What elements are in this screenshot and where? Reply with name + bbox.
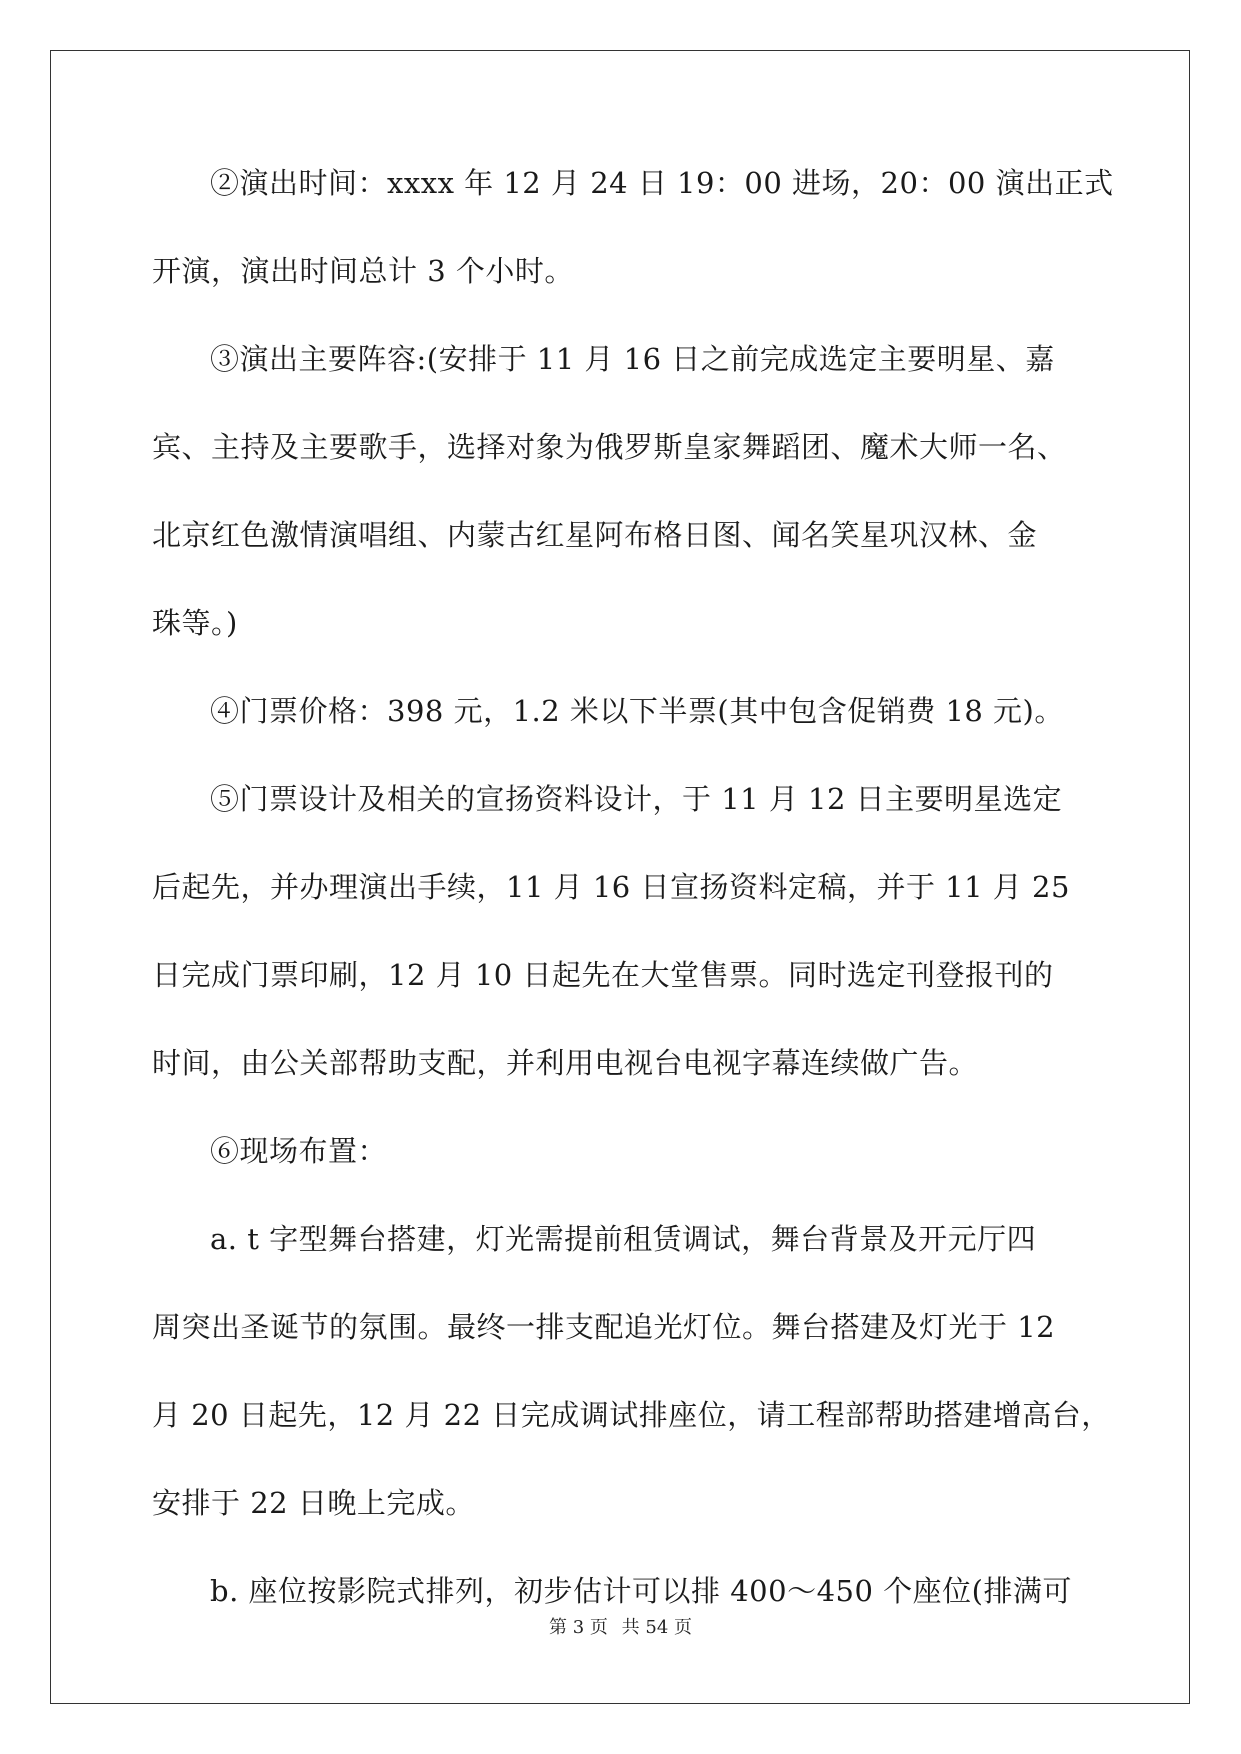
paragraph-line: ④门票价格：398 元，1.2 米以下半票(其中包含促销费 18 元)。 [210, 694, 1064, 728]
paragraph-line: 周突出圣诞节的氛围。最终一排支配追光灯位。舞台搭建及灯光于 12 [152, 1310, 1056, 1344]
paragraph-line: 日完成门票印刷，12 月 10 日起先在大堂售票。同时选定刊登报刊的 [152, 958, 1054, 992]
paragraph-line: 时间，由公关部帮助支配，并利用电视台电视字幕连续做广告。 [152, 1046, 979, 1080]
paragraph-line: 开演，演出时间总计 3 个小时。 [152, 254, 574, 288]
total-pages: 共 54 页 [621, 1617, 692, 1638]
paragraph-line: ②演出时间：xxxx 年 12 月 24 日 19：00 进场，20：00 演出正式 [210, 166, 1114, 200]
document-body [152, 165, 1114, 1661]
paragraph-line: 宾、主持及主要歌手，选择对象为俄罗斯皇家舞蹈团、魔术大师一名、 [152, 430, 1067, 464]
paragraph-line: b. 座位按影院式排列，初步估计可以排 400～450 个座位(排满可 [210, 1574, 1072, 1608]
paragraph-line: ③演出主要阵容:(安排于 11 月 16 日之前完成选定主要明星、嘉 [210, 342, 1055, 376]
paragraph-line: ⑤门票设计及相关的宣扬资料设计，于 11 月 12 日主要明星选定 [210, 782, 1063, 816]
paragraph-line: 安排于 22 日晚上完成。 [152, 1486, 475, 1520]
paragraph-line: 月 20 日起先，12 月 22 日完成调试排座位，请工程部帮助搭建增高台， [152, 1398, 1111, 1432]
paragraph-line: a. t 字型舞台搭建，灯光需提前租赁调试，舞台背景及开元厅四 [210, 1222, 1037, 1256]
page-footer [0, 1613, 1241, 1639]
paragraph-line: 珠等。) [152, 606, 238, 640]
page-number: 第 3 页 [549, 1617, 608, 1638]
paragraph-line: ⑥现场布置： [210, 1134, 388, 1168]
paragraph-line: 北京红色激情演唱组、内蒙古红星阿布格日图、闻名笑星巩汉林、金 [152, 518, 1038, 552]
paragraph-line: 后起先，并办理演出手续，11 月 16 日宣扬资料定稿，并于 11 月 25 [152, 870, 1070, 904]
